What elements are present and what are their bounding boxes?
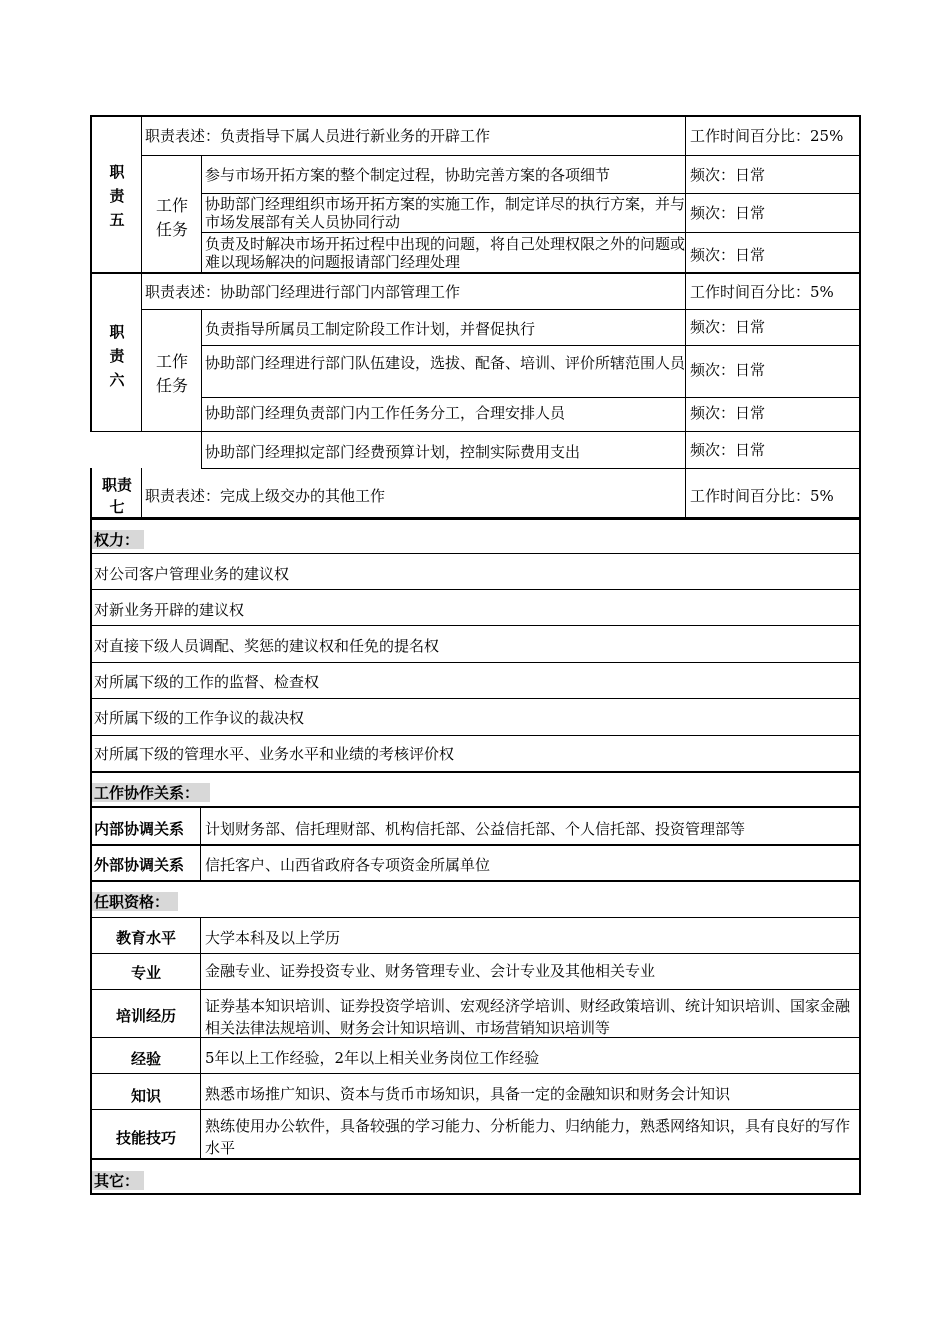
qualification-value: 金融专业、证券投资专业、财务管理专业、会计专业及其他相关专业 <box>205 962 656 980</box>
grid-line <box>90 953 860 954</box>
duty6-task-4: 协助部门经理拟定部门经费预算计划，控制实际费用支出 <box>205 443 581 461</box>
qualification-label: 技能技巧 <box>115 1129 176 1147</box>
qualification-value: 5年以上工作经验，2年以上相关业务岗位工作经验 <box>205 1049 540 1067</box>
grid-line <box>90 698 860 699</box>
grid-line <box>201 468 860 469</box>
qualification-value: 大学本科及以上学历 <box>205 929 341 947</box>
grid-line <box>90 917 860 918</box>
qualification-label: 教育水平 <box>115 929 176 947</box>
duty5-label: 职 责 五 <box>109 163 125 229</box>
authority-item: 对直接下级人员调配、奖惩的建议权和任免的提名权 <box>94 637 440 655</box>
authority-item: 对所属下级的工作的监督、检查权 <box>94 673 320 691</box>
duty5-description: 职责表述：负责指导下属人员进行新业务的开辟工作 <box>145 127 491 145</box>
qualification-value: 熟练使用办公软件，具备较强的学习能力、分析能力、归纳能力，熟悉网络知识，具有良好的写作水平 <box>205 1117 851 1157</box>
grid-line <box>90 589 860 590</box>
qualification-label: 培训经历 <box>115 1007 176 1025</box>
qualification-label: 知识 <box>130 1087 161 1105</box>
grid-line <box>90 115 860 117</box>
qualification-label: 专业 <box>130 964 161 982</box>
duty7-description: 职责表述：完成上级交办的其他工作 <box>145 487 386 505</box>
duty6-label: 职 责 六 <box>109 323 125 389</box>
duty6-task-3-frequency: 频次：日常 <box>690 404 766 422</box>
grid-line <box>90 1109 860 1110</box>
grid-line <box>90 431 860 432</box>
grid-line <box>90 1193 860 1195</box>
grid-line <box>90 844 860 846</box>
duty6-task-2-frequency: 频次：日常 <box>690 361 766 379</box>
grid-line <box>141 309 860 310</box>
grid-line <box>685 115 686 517</box>
other-heading: 其它： <box>94 1172 140 1190</box>
grid-line <box>201 155 202 272</box>
grid-line <box>141 115 142 431</box>
duty6-task-3: 协助部门经理负责部门内工作任务分工，合理安排人员 <box>205 404 566 422</box>
external-relations-label: 外部协调关系 <box>94 856 185 874</box>
grid-line <box>90 806 860 808</box>
relations-heading: 工作协作关系： <box>94 784 200 802</box>
grid-line <box>201 193 860 194</box>
duty6-task-1-frequency: 频次：日常 <box>690 318 766 336</box>
grid-line <box>200 917 201 1158</box>
qualification-value: 熟悉市场推广知识、资本与货币市场知识，具备一定的金融知识和财务会计知识 <box>205 1085 731 1103</box>
authority-item: 对所属下级的工作争议的裁决权 <box>94 709 305 727</box>
grid-line <box>200 806 201 880</box>
duty6-task-4-frequency: 频次：日常 <box>690 441 766 459</box>
internal-relations-value: 计划财务部、信托理财部、机构信托部、公益信托部、个人信托部、投资管理部等 <box>205 820 746 838</box>
grid-line <box>90 519 860 520</box>
duty5-time-percent: 工作时间百分比：25% <box>690 127 844 145</box>
duty6-task-2: 协助部门经理进行部门队伍建设，选拔、配备、培训、评价所辖范围人员 <box>205 354 686 372</box>
grid-line <box>201 345 860 346</box>
qualification-value: 证券基本知识培训、证券投资学培训、宏观经济学培训、财经政策培训、统计知识培训、国家金融相关法律法规培训、财务会计知识培训、市场营销知识培训等 <box>205 997 851 1037</box>
duty7-time-percent: 工作时间百分比：5% <box>690 487 834 505</box>
duty5-task-3-frequency: 频次：日常 <box>690 246 766 264</box>
grid-line <box>90 771 860 773</box>
grid-line <box>141 155 860 156</box>
duty6-task-1: 负责指导所属员工制定阶段工作计划，并督促执行 <box>205 320 536 338</box>
qualifications-heading: 任职资格： <box>94 893 170 911</box>
grid-line <box>859 115 861 1195</box>
qualification-label: 经验 <box>130 1050 161 1068</box>
grid-line <box>201 232 860 233</box>
duty5-task-label: 工作 任务 <box>155 196 188 239</box>
duty5-task-2: 协助部门经理组织市场开拓方案的实施工作，制定详尽的执行方案，并与市场发展部有关人员协同行动 <box>205 195 686 231</box>
duty6-description: 职责表述：协助部门经理进行部门内部管理工作 <box>145 283 461 301</box>
grid-line <box>90 989 860 990</box>
authority-item: 对新业务开辟的建议权 <box>94 601 245 619</box>
grid-line <box>90 1073 860 1074</box>
duty5-task-1-frequency: 频次：日常 <box>690 166 766 184</box>
duty5-task-2-frequency: 频次：日常 <box>690 204 766 222</box>
grid-line <box>90 272 860 274</box>
external-relations-value: 信托客户、山西省政府各专项资金所属单位 <box>205 856 491 874</box>
authority-item: 对所属下级的管理水平、业务水平和业绩的考核评价权 <box>94 745 455 763</box>
internal-relations-label: 内部协调关系 <box>94 820 185 838</box>
duty7-label: 职责 七 <box>101 476 132 516</box>
duty6-time-percent: 工作时间百分比：5% <box>690 283 834 301</box>
authority-heading: 权力： <box>94 531 140 549</box>
duty5-task-3: 负责及时解决市场开拓过程中出现的问题，将自己处理权限之外的问题或难以现场解决的问题报请部门经理处理 <box>205 235 686 271</box>
grid-line <box>90 735 860 736</box>
authority-item: 对公司客户管理业务的建议权 <box>94 565 290 583</box>
duty5-task-1: 参与市场开拓方案的整个制定过程，协助完善方案的各项细节 <box>205 166 611 184</box>
grid-line <box>90 662 860 663</box>
grid-line <box>90 880 860 882</box>
grid-line <box>201 397 860 398</box>
grid-line <box>201 309 202 468</box>
grid-line <box>90 625 860 626</box>
duty6-task-label: 工作 任务 <box>155 352 188 395</box>
grid-line <box>90 115 92 431</box>
grid-line <box>90 553 860 554</box>
